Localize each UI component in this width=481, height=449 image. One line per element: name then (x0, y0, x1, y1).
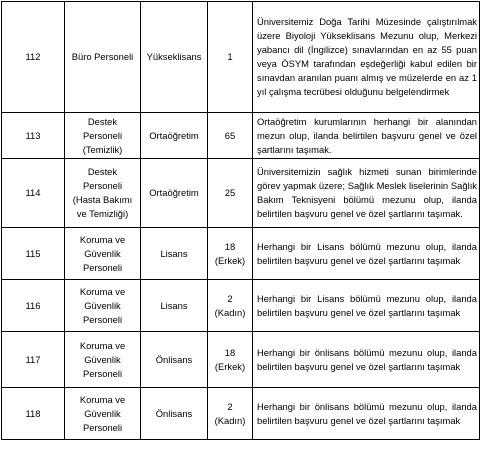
education-level: Önlisans (141, 332, 208, 388)
education-level: Lisans (141, 280, 208, 332)
position-count-value: 1 (227, 51, 233, 62)
position-title (65, 332, 141, 388)
position-title-line: (Temizlik) (82, 143, 123, 155)
position-count-gender: (Kadın) (214, 414, 246, 426)
qualification-text: Üniversitemiz Doğa Tarihi Müzesinde çalıştırılmak üzere Biyoloji Yükseklisans Mezunu olup, Merkezi yabancı dil (İngilizce) sınavlarından en az 55 puan veya ÖSYM tarafından eşdeğerliği kabul edilen bir sınavdan aranılan puanı almış ve müzelerde en az 1 yıl çalışma tecrübesi olduğunu belgelendirmek (253, 2, 480, 113)
position-number: 113 (2, 113, 65, 159)
position-number: 114 (2, 159, 65, 228)
position-title-line: Personeli (82, 421, 123, 433)
table-row (2, 228, 480, 280)
position-title-line: Güvenlik (84, 299, 121, 311)
position-count-gender: (Kadın) (214, 306, 246, 318)
position-title-line: Güvenlik (84, 407, 121, 419)
position-number: 115 (2, 228, 65, 280)
table-row (2, 388, 480, 440)
position-title-line: Koruma ve (79, 285, 126, 297)
position-title-line: Personeli (82, 367, 123, 379)
position-count-value: 65 (224, 129, 236, 141)
position-count-value: 25 (224, 187, 236, 198)
qualification-text: Herhangi bir Lisans bölümü mezunu olup, ilanda belirtilen başvuru genel ve özel şartlarını taşımak (253, 228, 480, 280)
position-title-line: Koruma ve (79, 339, 126, 351)
position-title-line: Koruma ve (79, 393, 126, 405)
position-number: 112 (2, 2, 65, 113)
position-title-line: Büro Personeli (71, 51, 134, 62)
position-count (208, 2, 253, 113)
position-title-line: (Hasta Bakımı (72, 194, 133, 205)
position-count-value: 2 (227, 400, 233, 412)
position-count (208, 280, 253, 332)
position-title (65, 159, 141, 228)
position-title-line: Güvenlik (84, 247, 121, 259)
qualification-text: Herhangi bir önlisans bölümü mezunu olup, ilanda belirtilen başvuru genel ve özel şartlarını taşımak (253, 388, 480, 440)
position-table (1, 1, 480, 440)
position-title-line: Personeli (82, 129, 123, 141)
table-row (2, 332, 480, 388)
table-row (2, 280, 480, 332)
table-row (2, 2, 480, 113)
position-title-line: Koruma ve (79, 233, 126, 245)
position-title-line: Personeli (82, 313, 123, 325)
qualification-text: Ortaöğretim kurumlarının herhangi bir alanından mezun olup, ilanda belirtilen başvuru genel ve özel şartlarını taşımak. (253, 113, 480, 159)
position-title (65, 113, 141, 159)
education-level: Ortaöğretim (141, 159, 208, 228)
position-title-line: Destek (87, 166, 118, 177)
position-title (65, 280, 141, 332)
position-count-value: 2 (227, 292, 233, 304)
qualification-text: Herhangi bir önlisans bölümü mezunu olup, ilanda belirtilen başvuru genel ve özel şartlarını taşımak (253, 332, 480, 388)
position-number: 116 (2, 280, 65, 332)
table-row (2, 113, 480, 159)
position-title (65, 2, 141, 113)
position-count (208, 332, 253, 388)
position-count (208, 159, 253, 228)
position-count-value: 18 (224, 240, 236, 252)
position-number: 117 (2, 332, 65, 388)
position-count (208, 113, 253, 159)
position-count-gender: (Erkek) (214, 254, 246, 266)
position-count (208, 388, 253, 440)
position-number: 118 (2, 388, 65, 440)
education-level: Yükseklisans (141, 2, 208, 113)
table-row (2, 159, 480, 228)
position-title-line: Güvenlik (84, 353, 121, 365)
position-count-value: 18 (224, 346, 236, 358)
position-title-line: Personeli (82, 261, 123, 273)
qualification-text: Herhangi bir Lisans bölümü mezunu olup, ilanda belirtilen başvuru genel ve özel şartlarını taşımak (253, 280, 480, 332)
education-level: Önlisans (141, 388, 208, 440)
position-count-gender: (Erkek) (214, 360, 246, 372)
position-title-line: Personeli (82, 180, 123, 191)
qualification-text: Üniversitemizin sağlık hizmeti sunan birimlerinde görev yapmak üzere; Sağlık Meslek liselerinin Sağlık Bakım Teknisyeni bölümü mezunu olup, ilanda belirtilen başvuru genel ve özel şartlarını taşımak. (253, 159, 480, 228)
position-title-line: ve Temizliği) (76, 208, 129, 219)
position-title (65, 388, 141, 440)
position-count (208, 228, 253, 280)
education-level: Lisans (141, 228, 208, 280)
position-title (65, 228, 141, 280)
education-level: Ortaöğretim (141, 113, 208, 159)
position-title-line: Destek (87, 115, 118, 127)
